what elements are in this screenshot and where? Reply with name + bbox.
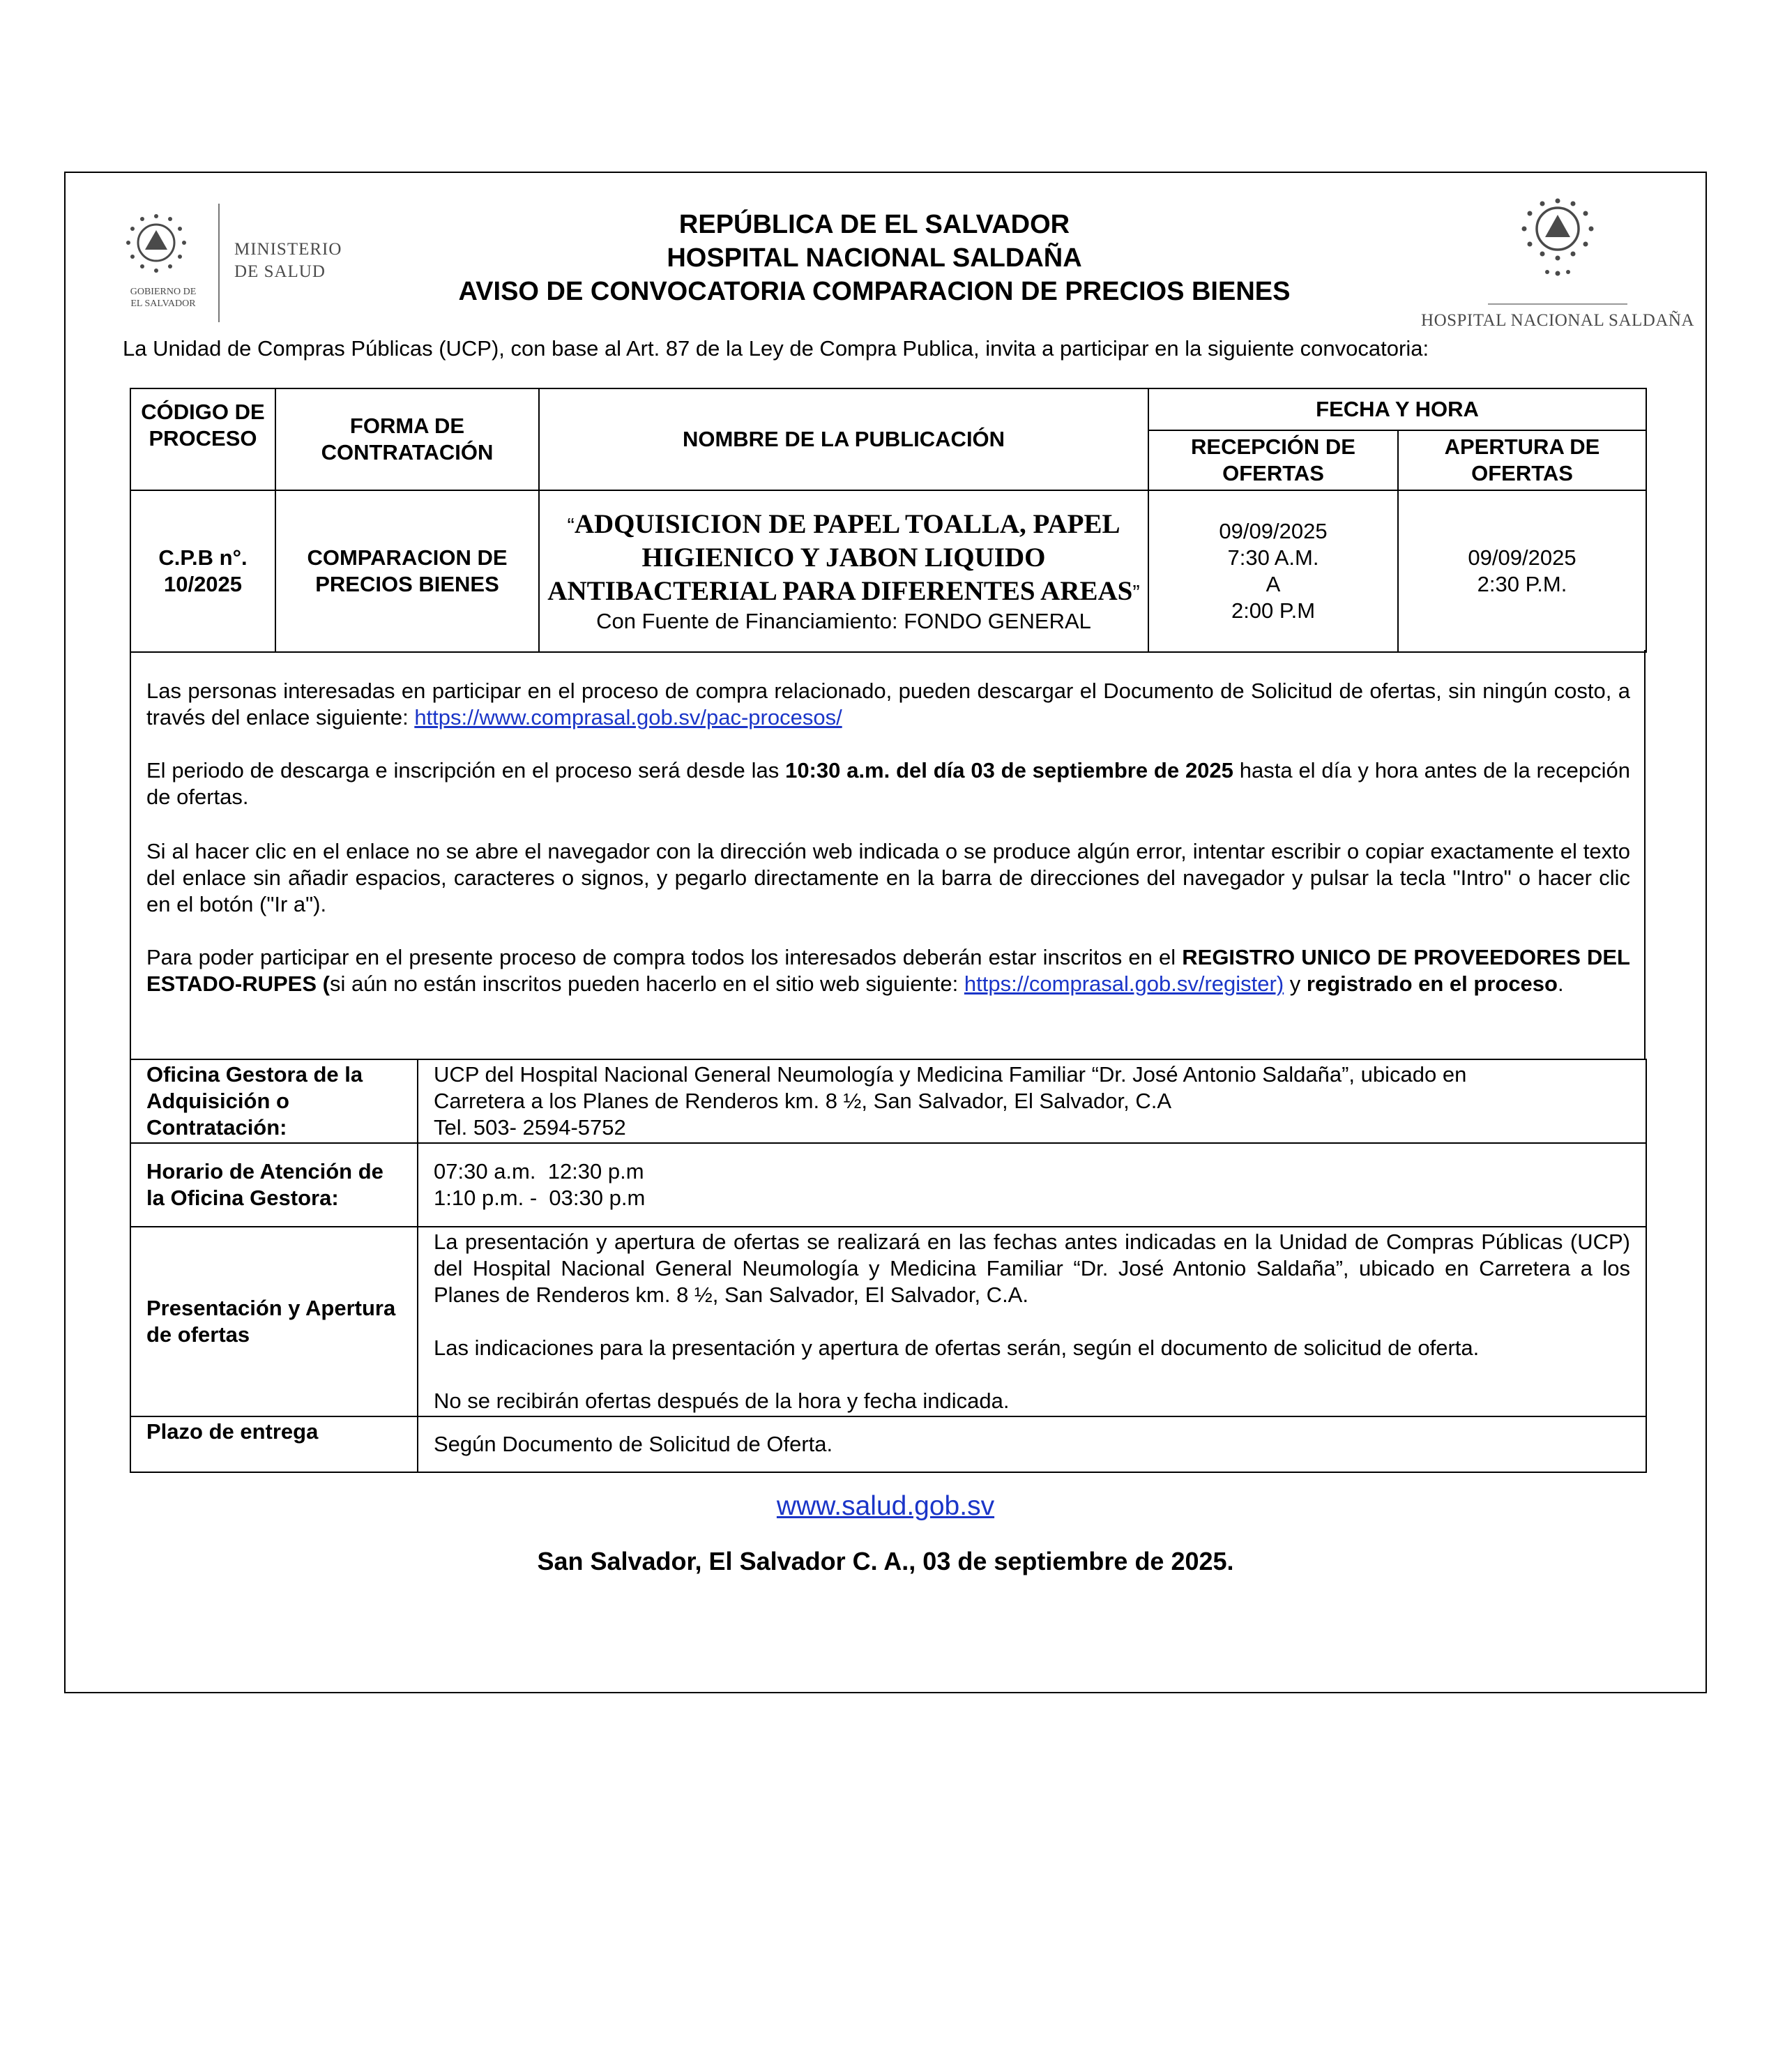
process-table xyxy=(130,388,1647,653)
header-apertura: APERTURA DE OFERTAS xyxy=(1398,430,1646,490)
recepcion-time-to: 2:00 P.M xyxy=(1231,598,1316,623)
nombre-open-quote: “ xyxy=(567,513,575,538)
p2-bold: 10:30 a.m. del día 03 de septiembre de 2025 xyxy=(785,758,1233,782)
coat-of-arms-icon xyxy=(1418,187,1697,305)
paragraph-link-help: Si al hacer clic en el enlace no se abre el navegador con la dirección web indicada o se produce algún error, intentar escribir o copiar exactamente el texto del enlace sin añadir espacios, caracteres o signos, y pegarlo directamente en la barra de direcciones del navegador y pulsar la tecla "Intro" o hacer clic en el botón ("Ir a"). xyxy=(146,839,1630,916)
apertura-time: 2:30 P.M. xyxy=(1477,572,1567,596)
codigo-line2: 10/2025 xyxy=(163,572,243,596)
recepcion-time-from: 7:30 A.M. xyxy=(1227,545,1319,570)
recepcion-a: A xyxy=(1266,572,1281,596)
instructions-section xyxy=(130,650,1646,1059)
apertura-date: 09/09/2025 xyxy=(1468,545,1576,570)
value-plazo: Según Documento de Solicitud de Oferta. xyxy=(418,1416,1646,1472)
cell-forma: COMPARACION DE PRECIOS BIENES xyxy=(275,490,539,652)
codigo-line1: C.P.B n°. xyxy=(158,545,248,570)
value-horario xyxy=(418,1143,1646,1227)
p4-d: . xyxy=(1557,971,1564,996)
salud-website-link[interactable]: www.salud.gob.sv xyxy=(776,1491,995,1521)
header-nombre: NOMBRE DE LA PUBLICACIÓN xyxy=(539,388,1148,490)
recepcion-date: 09/09/2025 xyxy=(1219,519,1328,543)
logo-left-small2: EL SALVADOR xyxy=(130,298,196,309)
cell-nombre xyxy=(539,490,1148,652)
label-oficina-gestora: Oficina Gestora de la Adquisición o Contratación: xyxy=(130,1059,418,1143)
p4-c: y xyxy=(1284,971,1301,996)
presentacion-p2: Las indicaciones para la presentación y apertura de ofertas serán, según el documento de solicitud de oferta. xyxy=(434,1336,1480,1360)
presentacion-p3: No se recibirán ofertas después de la hora y fecha indicada. xyxy=(434,1389,1010,1413)
place-date: San Salvador, El Salvador C. A., 03 de septiembre de 2025. xyxy=(537,1547,1234,1575)
header-title-3: AVISO DE CONVOCATORIA COMPARACION DE PRECIOS BIENES xyxy=(458,277,1291,306)
label-plazo: Plazo de entrega xyxy=(130,1416,418,1472)
horario-line2: 1:10 p.m. - 03:30 p.m xyxy=(434,1186,646,1210)
oficina-line1: UCP del Hospital Nacional General Neumología y Medicina Familiar “Dr. José Antonio Saldaña”, ubicado en xyxy=(434,1062,1467,1087)
label-presentacion: Presentación y Apertura de ofertas xyxy=(130,1227,418,1416)
logo-right-label: HOSPITAL NACIONAL SALDAÑA xyxy=(1421,311,1694,330)
p4-b: si aún no están inscritos pueden hacerlo en el sitio web siguiente: xyxy=(329,971,959,996)
label-horario: Horario de Atención de la Oficina Gestora: xyxy=(130,1143,418,1227)
p4-bold2: registrado en el proceso xyxy=(1306,971,1558,996)
document-header xyxy=(414,208,1335,308)
p2-b: hasta el día y hora antes de la recepción de ofertas. xyxy=(146,758,1630,809)
header-title-1: REPÚBLICA DE EL SALVADOR xyxy=(678,210,1070,239)
header-fecha-hora: FECHA Y HORA xyxy=(1148,388,1646,430)
nombre-rest: ” Con Fuente de Financiamiento: FONDO GENERAL xyxy=(596,580,1140,633)
cell-recepcion xyxy=(1148,490,1398,652)
cell-codigo xyxy=(130,490,275,652)
intro-text: La Unidad de Compras Públicas (UCP), con base al Art. 87 de la Ley de Compra Publica, invita a participar en la siguiente convocatoria: xyxy=(123,336,1429,361)
paragraph-period xyxy=(146,757,1630,810)
comprasal-register-link[interactable]: https://comprasal.gob.sv/register) xyxy=(964,971,1284,996)
value-presentacion xyxy=(418,1227,1646,1416)
nombre-title: ADQUISICION DE PAPEL TOALLA, PAPEL HIGIENICO Y JABON LIQUIDO ANTIBACTERIAL PARA DIFERENTES AREAS xyxy=(547,509,1133,606)
paragraph-rupes xyxy=(146,944,1630,997)
header-title-2: HOSPITAL NACIONAL SALDAÑA xyxy=(667,243,1082,273)
ministerio-salud-logo xyxy=(114,204,365,329)
p2-a: El periodo de descarga e inscripción en el proceso será desde las xyxy=(146,758,780,782)
logo-left-small1: GOBIERNO DE xyxy=(130,287,197,297)
oficina-phone: Tel. 503- 2594-5752 xyxy=(434,1115,626,1140)
header-forma: FORMA DE CONTRATACIÓN xyxy=(275,388,539,490)
hospital-saldana-logo xyxy=(1418,187,1697,333)
notice-frame xyxy=(64,172,1707,1693)
footer-website xyxy=(66,1491,1705,1522)
value-oficina-gestora xyxy=(418,1059,1646,1143)
comprasal-procesos-link[interactable]: https://www.comprasal.gob.sv/pac-procesos/ xyxy=(414,705,842,729)
header-codigo: CÓDIGO DE PROCESO xyxy=(130,388,275,490)
horario-line1: 07:30 a.m. 12:30 p.m xyxy=(434,1159,644,1184)
logo-left-line1: MINISTERIO xyxy=(234,240,342,259)
paragraph-download xyxy=(146,678,1630,731)
p1-text: Las personas interesadas en participar en el proceso de compra relacionado, pueden descargar el Documento de Solicitud de ofertas, sin ningún costo, a través del enlace siguiente: xyxy=(146,679,1630,729)
cell-apertura xyxy=(1398,490,1646,652)
presentacion-p1: La presentación y apertura de ofertas se realizará en las fechas antes indicadas en la Unidad de Compras Públicas (UCP) del Hospital Nacional General Neumología y Medicina Familiar “Dr. José Antonio Saldaña”, ubicado en Carretera a los Planes de Renderos km. 8 ½, San Salvador, El Salvador, C.A. xyxy=(434,1230,1630,1307)
header-recepcion: RECEPCIÓN DE OFERTAS xyxy=(1148,430,1398,490)
oficina-line2: Carretera a los Planes de Renderos km. 8 ½, San Salvador, El Salvador, C.A xyxy=(434,1089,1171,1113)
p4-bold1: REGISTRO UNICO DE PROVEEDORES DEL ESTADO-RUPES ( xyxy=(146,945,1630,996)
logo-left-line2: DE SALUD xyxy=(234,262,326,281)
p4-a: Para poder participar en el presente proceso de compra todos los interesados deberán estar inscritos en el xyxy=(146,945,1176,969)
info-table xyxy=(130,1059,1647,1473)
